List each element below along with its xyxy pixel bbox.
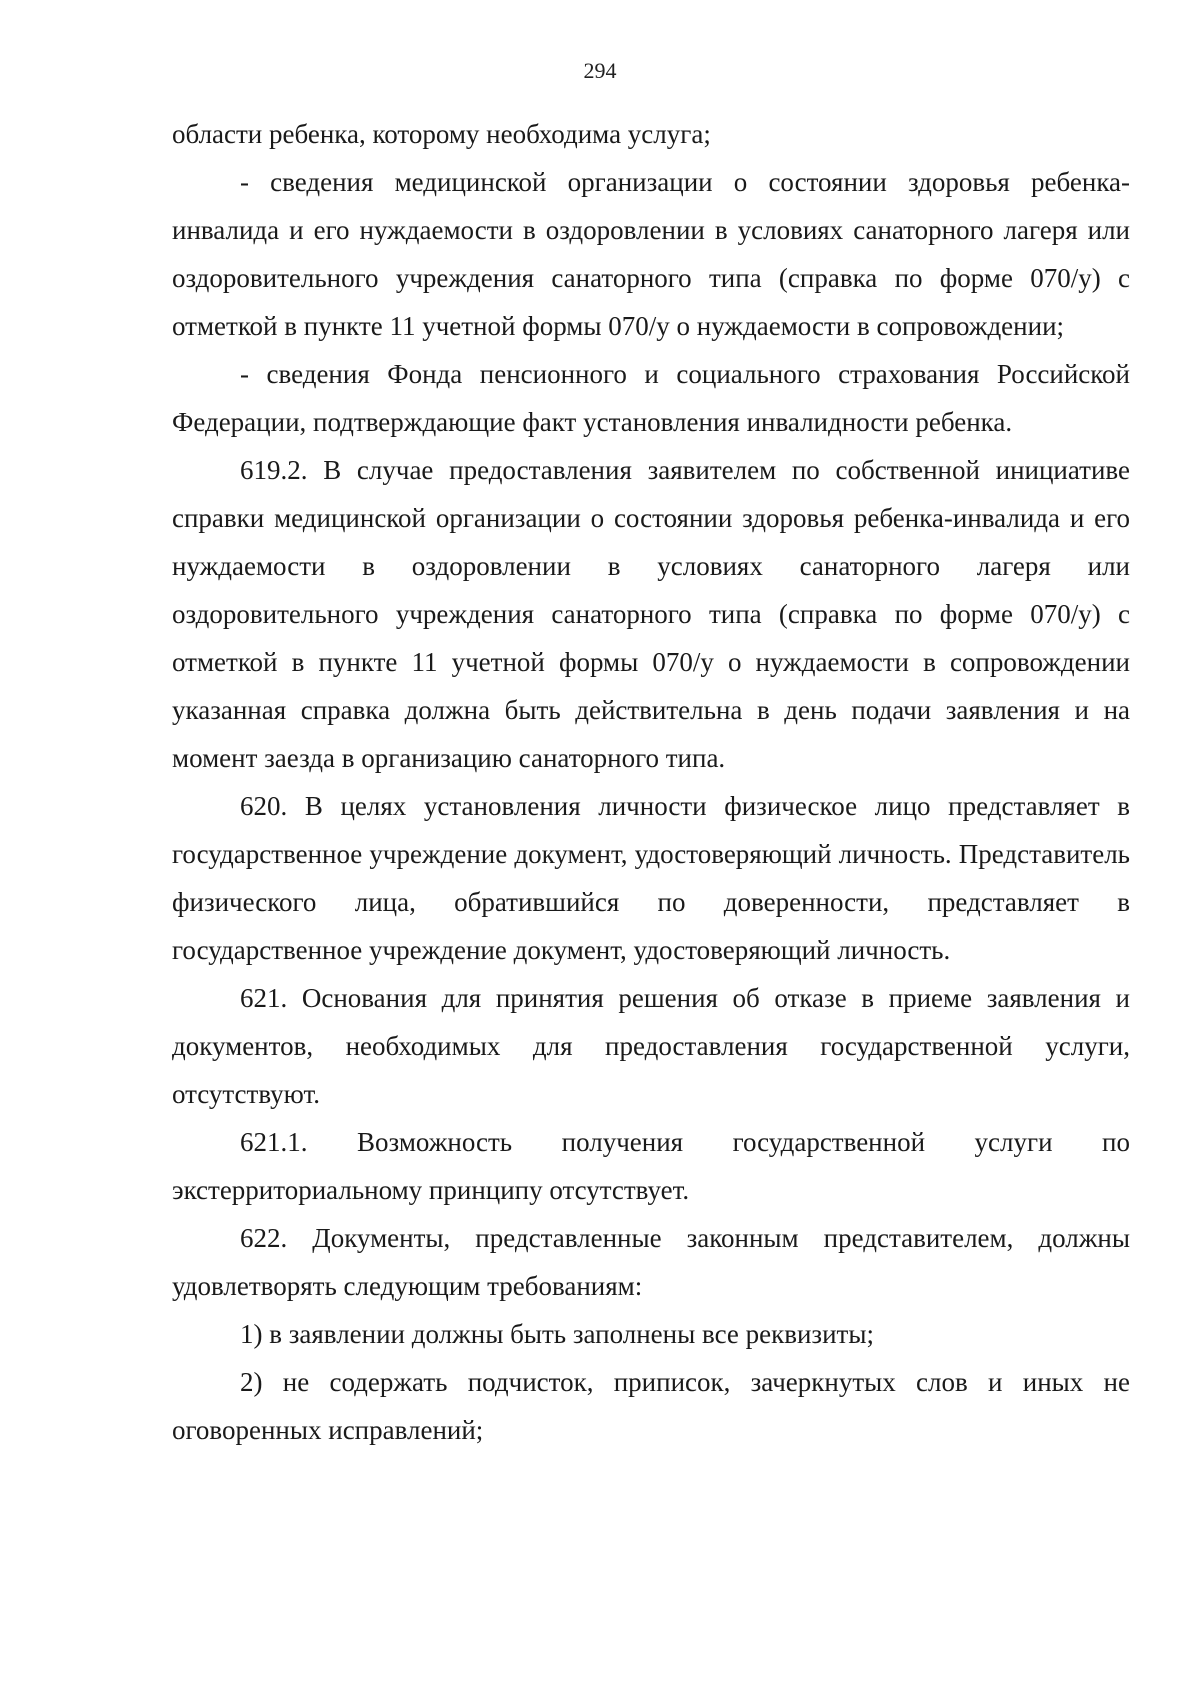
- paragraph-continuation: области ребенка, которому необходима услуга;: [172, 119, 711, 149]
- page-number: 294: [583, 58, 617, 83]
- paragraph-621-1: 621.1. Возможность получения государственной услуги по экстерриториальному принципу отсутствует.: [172, 1127, 1130, 1205]
- list-item-2: 2) не содержать подчисток, приписок, зачеркнутых слов и иных не оговоренных исправлений;: [172, 1367, 1130, 1445]
- document-body: [172, 110, 1130, 1454]
- paragraph-620: 620. В целях установления личности физическое лицо представляет в государственное учреждение документ, удостоверяющий личность. Представитель физического лица, обратившийся по доверенности, представляет в государственное учреждение документ, удостоверяющий личность.: [172, 791, 1130, 965]
- paragraph-medical-info: - сведения медицинской организации о состоянии здоровья ребенка-инвалида и его нуждаемости в оздоровлении в условиях санаторного лагеря или оздоровительного учреждения санаторного типа (справка по форме 070/у) с отметкой в пункте 11 учетной формы 070/у о нуждаемости в сопровождении;: [172, 167, 1130, 341]
- paragraph-619-2: 619.2. В случае предоставления заявителем по собственной инициативе справки медицинской организации о состоянии здоровья ребенка-инвалида и его нуждаемости в оздоровлении в условиях санаторного лагеря или оздоровительного учреждения санаторного типа (справка по форме 070/у) с отметкой в пункте 11 учетной формы 070/у о нуждаемости в сопровождении указанная справка должна быть действительна в день подачи заявления и на момент заезда в организацию санаторного типа.: [172, 455, 1130, 773]
- paragraph-622: 622. Документы, представленные законным представителем, должны удовлетворять следующим требованиям:: [172, 1223, 1130, 1301]
- paragraph-621: 621. Основания для принятия решения об отказе в приеме заявления и документов, необходимых для предоставления государственной услуги, отсутствуют.: [172, 983, 1130, 1109]
- paragraph-pension-fund-info: - сведения Фонда пенсионного и социального страхования Российской Федерации, подтверждающие факт установления инвалидности ребенка.: [172, 359, 1130, 437]
- list-item-1: 1) в заявлении должны быть заполнены все реквизиты;: [240, 1319, 874, 1349]
